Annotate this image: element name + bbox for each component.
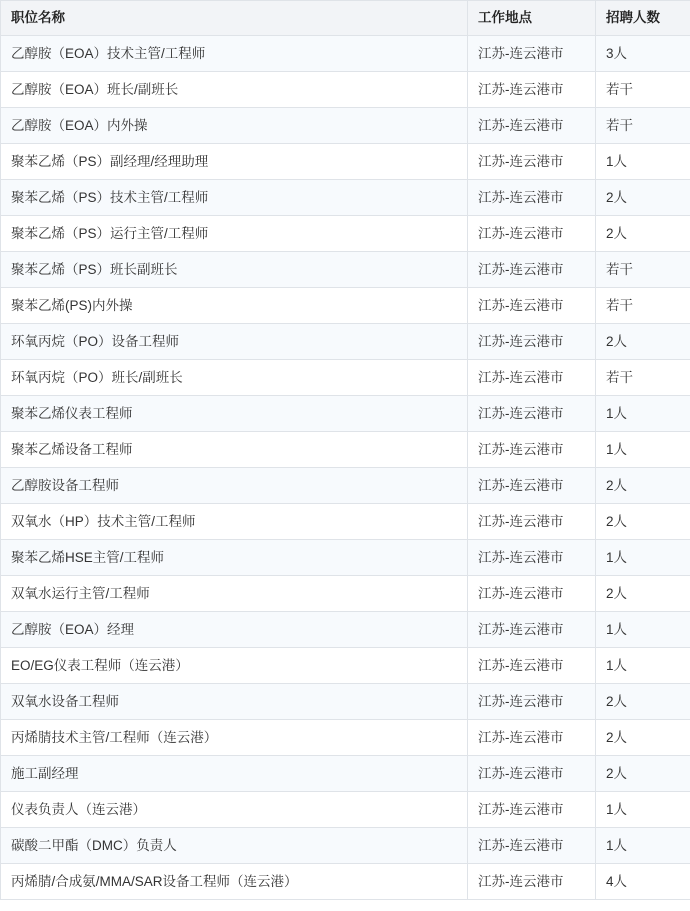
job-count-cell: 4人 — [596, 864, 690, 900]
job-count-cell: 1人 — [596, 648, 690, 684]
table-row[interactable] — [1, 144, 690, 180]
job-location-cell: 江苏-连云港市 — [468, 720, 596, 756]
column-header-title: 职位名称 — [1, 1, 468, 36]
job-count-cell: 若干 — [596, 72, 690, 108]
table-row[interactable] — [1, 288, 690, 324]
job-title-cell[interactable]: 聚苯乙烯(PS)内外操 — [1, 288, 468, 324]
job-title-cell[interactable]: 聚苯乙烯设备工程师 — [1, 432, 468, 468]
job-title-cell[interactable]: 双氧水设备工程师 — [1, 684, 468, 720]
job-location-cell: 江苏-连云港市 — [468, 792, 596, 828]
table-row[interactable] — [1, 612, 690, 648]
job-title-cell[interactable]: 环氧丙烷（PO）设备工程师 — [1, 324, 468, 360]
job-title-cell[interactable]: 乙醇胺（EOA）经理 — [1, 612, 468, 648]
job-count-cell: 2人 — [596, 576, 690, 612]
job-count-cell: 1人 — [596, 540, 690, 576]
job-location-cell: 江苏-连云港市 — [468, 540, 596, 576]
job-count-cell: 2人 — [596, 180, 690, 216]
table-row[interactable] — [1, 360, 690, 396]
table-row[interactable] — [1, 216, 690, 252]
column-header-count: 招聘人数 — [596, 1, 690, 36]
job-location-cell: 江苏-连云港市 — [468, 396, 596, 432]
job-location-cell: 江苏-连云港市 — [468, 288, 596, 324]
job-count-cell: 1人 — [596, 828, 690, 864]
job-location-cell: 江苏-连云港市 — [468, 864, 596, 900]
table-row[interactable] — [1, 720, 690, 756]
job-location-cell: 江苏-连云港市 — [468, 684, 596, 720]
table-row[interactable] — [1, 792, 690, 828]
table-row[interactable] — [1, 576, 690, 612]
job-title-cell[interactable]: 双氧水运行主管/工程师 — [1, 576, 468, 612]
job-count-cell: 1人 — [596, 792, 690, 828]
job-title-cell[interactable]: 双氧水（HP）技术主管/工程师 — [1, 504, 468, 540]
job-location-cell: 江苏-连云港市 — [468, 756, 596, 792]
job-count-cell: 若干 — [596, 252, 690, 288]
job-count-cell: 2人 — [596, 504, 690, 540]
job-title-cell[interactable]: 聚苯乙烯（PS）技术主管/工程师 — [1, 180, 468, 216]
job-title-cell[interactable]: 聚苯乙烯HSE主管/工程师 — [1, 540, 468, 576]
job-location-cell: 江苏-连云港市 — [468, 468, 596, 504]
job-location-cell: 江苏-连云港市 — [468, 72, 596, 108]
job-count-cell: 2人 — [596, 468, 690, 504]
job-count-cell: 1人 — [596, 432, 690, 468]
job-location-cell: 江苏-连云港市 — [468, 216, 596, 252]
table-row[interactable] — [1, 540, 690, 576]
job-title-cell[interactable]: EO/EG仪表工程师（连云港） — [1, 648, 468, 684]
job-location-cell: 江苏-连云港市 — [468, 648, 596, 684]
table-header — [1, 1, 690, 36]
job-title-cell[interactable]: 乙醇胺（EOA）内外操 — [1, 108, 468, 144]
job-count-cell: 1人 — [596, 612, 690, 648]
job-location-cell: 江苏-连云港市 — [468, 504, 596, 540]
job-title-cell[interactable]: 乙醇胺（EOA）技术主管/工程师 — [1, 36, 468, 72]
job-location-cell: 江苏-连云港市 — [468, 252, 596, 288]
table-row[interactable] — [1, 684, 690, 720]
table-row[interactable] — [1, 36, 690, 72]
job-title-cell[interactable]: 聚苯乙烯（PS）副经理/经理助理 — [1, 144, 468, 180]
job-location-cell: 江苏-连云港市 — [468, 360, 596, 396]
job-count-cell: 若干 — [596, 288, 690, 324]
job-title-cell[interactable]: 碳酸二甲酯（DMC）负责人 — [1, 828, 468, 864]
table-header-row — [1, 1, 690, 36]
table-row[interactable] — [1, 108, 690, 144]
table-row[interactable] — [1, 828, 690, 864]
table-row[interactable] — [1, 252, 690, 288]
job-title-cell[interactable]: 丙烯腈技术主管/工程师（连云港） — [1, 720, 468, 756]
job-count-cell: 1人 — [596, 144, 690, 180]
job-title-cell[interactable]: 乙醇胺（EOA）班长/副班长 — [1, 72, 468, 108]
job-title-cell[interactable]: 聚苯乙烯（PS）运行主管/工程师 — [1, 216, 468, 252]
job-count-cell: 2人 — [596, 720, 690, 756]
job-count-cell: 2人 — [596, 756, 690, 792]
table-row[interactable] — [1, 324, 690, 360]
column-header-location: 工作地点 — [468, 1, 596, 36]
job-location-cell: 江苏-连云港市 — [468, 144, 596, 180]
job-location-cell: 江苏-连云港市 — [468, 108, 596, 144]
job-count-cell: 1人 — [596, 396, 690, 432]
job-title-cell[interactable]: 聚苯乙烯（PS）班长副班长 — [1, 252, 468, 288]
table-row[interactable] — [1, 648, 690, 684]
job-title-cell[interactable]: 仪表负责人（连云港） — [1, 792, 468, 828]
job-count-cell: 2人 — [596, 684, 690, 720]
table-row[interactable] — [1, 180, 690, 216]
table-row[interactable] — [1, 756, 690, 792]
job-title-cell[interactable]: 环氧丙烷（PO）班长/副班长 — [1, 360, 468, 396]
table-row[interactable] — [1, 432, 690, 468]
job-location-cell: 江苏-连云港市 — [468, 432, 596, 468]
job-location-cell: 江苏-连云港市 — [468, 36, 596, 72]
table-row[interactable] — [1, 864, 690, 900]
table-row[interactable] — [1, 396, 690, 432]
job-title-cell[interactable]: 聚苯乙烯仪表工程师 — [1, 396, 468, 432]
table-body — [1, 36, 690, 900]
table-row[interactable] — [1, 72, 690, 108]
job-count-cell: 若干 — [596, 108, 690, 144]
job-location-cell: 江苏-连云港市 — [468, 324, 596, 360]
job-title-cell[interactable]: 乙醇胺设备工程师 — [1, 468, 468, 504]
table-row[interactable] — [1, 468, 690, 504]
job-title-cell[interactable]: 丙烯腈/合成氨/MMA/SAR设备工程师（连云港） — [1, 864, 468, 900]
job-count-cell: 2人 — [596, 216, 690, 252]
job-count-cell: 3人 — [596, 36, 690, 72]
job-location-cell: 江苏-连云港市 — [468, 612, 596, 648]
job-location-cell: 江苏-连云港市 — [468, 180, 596, 216]
job-title-cell[interactable]: 施工副经理 — [1, 756, 468, 792]
table-row[interactable] — [1, 504, 690, 540]
job-count-cell: 若干 — [596, 360, 690, 396]
job-location-cell: 江苏-连云港市 — [468, 576, 596, 612]
job-count-cell: 2人 — [596, 324, 690, 360]
job-location-cell: 江苏-连云港市 — [468, 828, 596, 864]
